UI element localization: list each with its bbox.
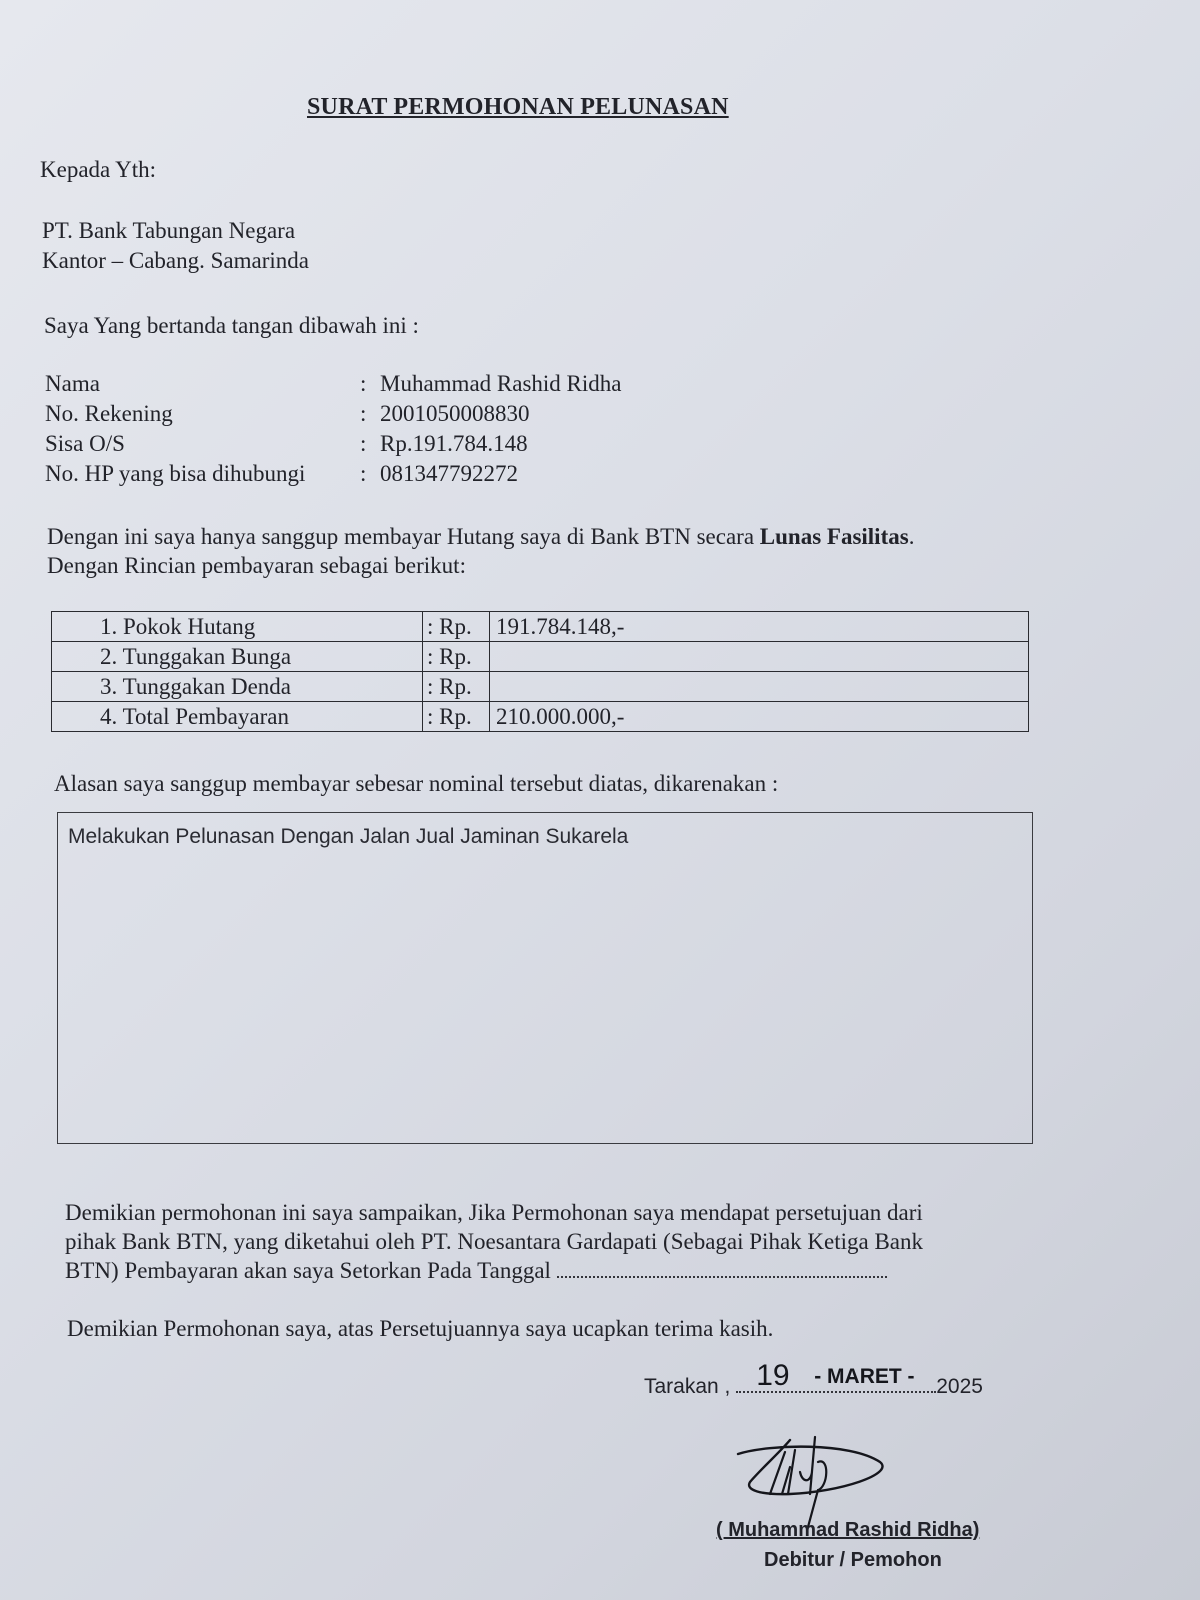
info-row-hp: No. HP yang bisa dihubungi : 081347792272: [45, 461, 518, 486]
reason-label: Alasan saya sanggup membayar sebesar nominal tersebut diatas, dikarenakan :: [54, 771, 779, 796]
date-day: 19: [756, 1359, 790, 1392]
statement-line2: Dengan Rincian pembayaran sebagai berikut:: [47, 553, 466, 578]
addressee-branch: Kantor – Cabang. Samarinda: [42, 248, 309, 273]
closing-line3: BTN) Pembayaran akan saya Setorkan Pada Tanggal: [65, 1258, 887, 1284]
reason-text: Melakukan Pelunasan Dengan Jalan Jual Jaminan Sukarela: [68, 825, 629, 848]
closing-line1: Demikian permohonan ini saya sampaikan, Jika Permohonan saya mendapat persetujuan dari: [65, 1200, 923, 1225]
addressee-bank: PT. Bank Tabungan Negara: [42, 218, 296, 243]
signer-role: Debitur / Pemohon: [764, 1549, 942, 1571]
date-year: 2025: [936, 1375, 983, 1398]
table-row: 1. Pokok Hutang : Rp. 191.784.148,-: [52, 612, 1029, 642]
payment-date-blank: [557, 1258, 887, 1278]
place-date: [644, 1359, 983, 1399]
info-row-nama: Nama : Muhammad Rashid Ridha: [45, 371, 622, 396]
date-month: - MARET -: [814, 1365, 915, 1388]
document-title: SURAT PERMOHONAN PELUNASAN: [307, 94, 729, 120]
rincian-table: [51, 611, 1029, 732]
info-label: No. HP yang bisa dihubungi: [45, 461, 306, 486]
closing-line2: pihak Bank BTN, yang diketahui oleh PT. Noesantara Gardapati (Sebagai Pihak Ketiga Bank: [65, 1229, 924, 1254]
info-value: Muhammad Rashid Ridha: [380, 371, 622, 396]
info-value: 081347792272: [380, 461, 518, 486]
place: Tarakan ,: [644, 1375, 731, 1398]
info-row-sisa: Sisa O/S : Rp.191.784.148: [45, 431, 528, 456]
info-row-rekening: No. Rekening : 2001050008830: [45, 401, 530, 426]
table-row: 2. Tunggakan Bunga : Rp.: [52, 642, 1029, 672]
info-label: Nama: [45, 371, 100, 396]
info-value: 2001050008830: [380, 401, 530, 426]
table-row: 4. Total Pembayaran : Rp. 210.000.000,-: [52, 702, 1029, 732]
thanks-text: Demikian Permohonan saya, atas Persetujuannya saya ucapkan terima kasih.: [67, 1316, 774, 1341]
info-label: Sisa O/S: [45, 431, 125, 456]
info-label: No. Rekening: [45, 401, 173, 426]
reason-box: [57, 812, 1033, 1144]
table-row: 3. Tunggakan Denda : Rp.: [52, 672, 1029, 702]
signer-name: ( Muhammad Rashid Ridha): [716, 1519, 980, 1541]
statement-bold: Lunas Fasilitas: [759, 524, 909, 549]
intro-text: Saya Yang bertanda tangan dibawah ini :: [44, 313, 419, 338]
statement-line1: Dengan ini saya hanya sanggup membayar Hutang saya di Bank BTN secara Lunas Fasilitas.: [47, 524, 915, 549]
addressee-intro: Kepada Yth:: [40, 157, 157, 182]
info-value: Rp.191.784.148: [380, 431, 528, 456]
